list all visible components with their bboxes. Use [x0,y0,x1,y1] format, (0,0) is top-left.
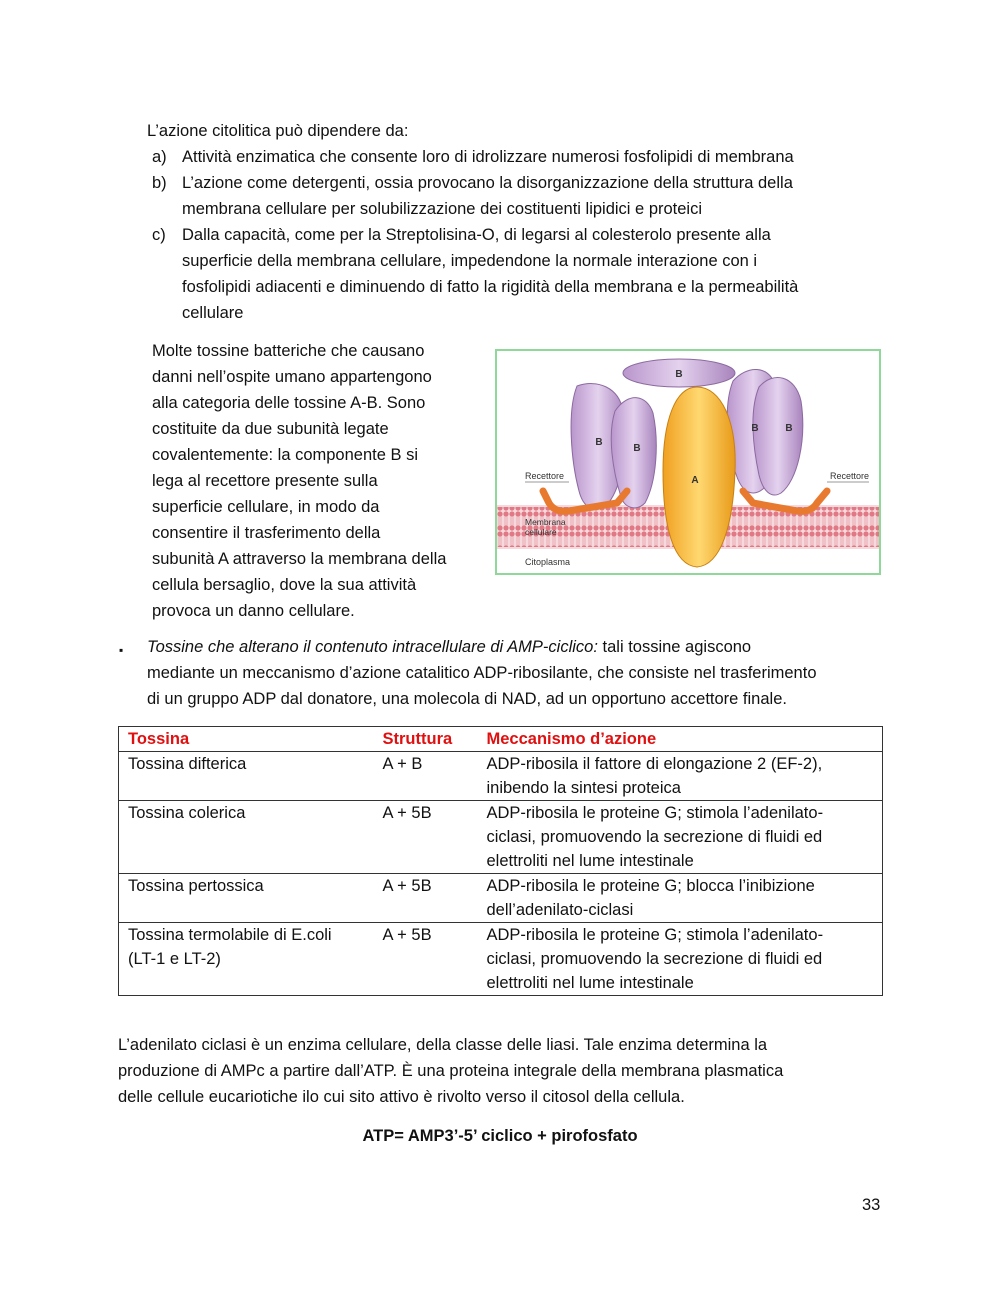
cell-structure: A + B [374,752,478,801]
ab-toxin-figure [495,349,881,575]
cell-line: ADP-ribosila le proteine G; stimola l’adenilato- [486,926,824,944]
cell-structure: A + 5B [374,923,478,996]
table-row [119,923,883,996]
table-row [119,752,883,801]
cell-line: ADP-ribosila le proteine G; blocca l’inibizione [486,877,815,895]
toxin-table [118,726,883,996]
bullet-line: mediante un meccanismo d’azione catalitico ADP-ribosilante, che consiste nel trasferimento [147,664,817,682]
cell-mechanism [478,801,883,874]
bullet-line [147,634,887,660]
cell-line: ADP-ribosila il fattore di elongazione 2 (EF-2), [486,755,823,773]
ab-toxin-paragraph [152,338,482,624]
list-line: Dalla capacità, come per la Streptolisina-O, di legarsi al colesterolo presente alla [182,226,771,244]
label-b: B [633,443,641,454]
cell-line: dell’adenilato-ciclasi [486,901,634,919]
label-a: A [691,475,699,486]
list-line: L’azione come detergenti, ossia provocano la disorganizzazione della struttura della [182,174,793,192]
label-membrane: Membrana [525,517,566,527]
label-b: B [675,369,683,380]
header-structure: Struttura [374,727,478,752]
cell-line: (LT-1 e LT-2) [128,950,221,968]
label-b: B [785,423,793,434]
cell-toxin [119,752,374,801]
list-line: Attività enzimatica che consente loro di idrolizzare numerosi fosfolipidi di membrana [182,148,794,166]
bullet-paragraph [147,634,887,712]
intro-text: L’azione citolitica può dipendere da: [147,122,409,140]
label-cytoplasm: Citoplasma [525,557,571,567]
paragraph-line: superficie cellulare, in modo da [152,498,380,516]
cell-line: elettroliti nel lume intestinale [486,974,694,992]
cell-line: Tossina pertossica [128,877,264,895]
table-header-row [119,727,883,752]
paragraph-line: subunità A attraverso la membrana della [152,550,447,568]
list-label: a) [152,148,167,166]
label-membrane: cellulare [525,527,557,537]
bullet-italic-lead: Tossine che alterano il contenuto intracellulare di AMP-ciclico: [147,638,598,656]
cell-structure: A + 5B [374,801,478,874]
cell-line: Tossina termolabile di E.coli [128,926,332,944]
b-subunit [753,378,803,495]
list-line: fosfolipidi adiacenti e diminuendo di fatto la rigidità della membrana e la permeabilità [182,278,799,296]
paragraph-line: lega al recettore presente sulla [152,472,378,490]
cell-mechanism [478,752,883,801]
header-toxin: Tossina [119,727,374,752]
closing-paragraph [118,1032,878,1110]
list-line: superficie della membrana cellulare, impedendone la normale interazione con i [182,252,758,270]
paragraph-line: consentire il trasferimento della [152,524,381,542]
list-label: b) [152,174,167,192]
list-line: membrana cellulare per solubilizzazione dei costituenti lipidici e proteici [182,200,703,218]
table-row [119,874,883,923]
bullet-icon: ▪ [119,643,124,657]
bullet-line-rest: tali tossine agiscono [597,638,752,656]
paragraph-line: provoca un danno cellulare. [152,602,355,620]
cell-mechanism [478,874,883,923]
cell-mechanism [478,923,883,996]
page-number: 33 [862,1196,881,1214]
cell-line: Tossina colerica [128,804,246,822]
header-mechanism: Meccanismo d’azione [478,727,883,752]
cell-line: Tossina difterica [128,755,247,773]
cell-toxin [119,923,374,996]
cell-toxin [119,874,374,923]
paragraph-line: danni nell’ospite umano appartengono [152,368,432,386]
formula: ATP= AMP3’-5’ ciclico + pirofosfato [362,1127,638,1145]
table-row [119,801,883,874]
paragraph-line: L’adenilato ciclasi è un enzima cellulare, della classe delle liasi. Tale enzima determina la [118,1036,768,1054]
label-b: B [595,437,603,448]
paragraph-line: Molte tossine batteriche che causano [152,342,425,360]
paragraph-line: produzione di AMPc a partire dall’ATP. È una proteina integrale della membrana plasmatica [118,1062,784,1080]
paragraph-line: delle cellule eucariotiche ilo cui sito attivo è rivolto verso il citosol della cellula. [118,1088,685,1106]
a-subunit [663,387,735,567]
cell-line: ADP-ribosila le proteine G; stimola l’adenilato- [486,804,824,822]
paragraph-line: covalentemente: la componente B si [152,446,418,464]
paragraph-line: costituite da due subunità legate [152,420,389,438]
cell-structure: A + 5B [374,874,478,923]
cell-line: elettroliti nel lume intestinale [486,852,694,870]
label-b: B [751,423,759,434]
list-label: c) [152,226,166,244]
list-line: cellulare [182,304,244,322]
cell-line: ciclasi, promuovendo la secrezione di fluidi ed [486,828,823,846]
bullet-line: di un gruppo ADP dal donatore, una molecola di NAD, ad un opportuno accettore finale. [147,690,787,708]
cell-line: ciclasi, promuovendo la secrezione di fluidi ed [486,950,823,968]
label-receptor-left: Recettore [525,471,565,481]
paragraph-line: alla categoria delle tossine A-B. Sono [152,394,426,412]
label-receptor-right: Recettore [829,471,869,481]
paragraph-line: cellula bersaglio, dove la sua attività [152,576,417,594]
cell-line: inibendo la sintesi proteica [486,779,681,797]
cell-toxin [119,801,374,874]
